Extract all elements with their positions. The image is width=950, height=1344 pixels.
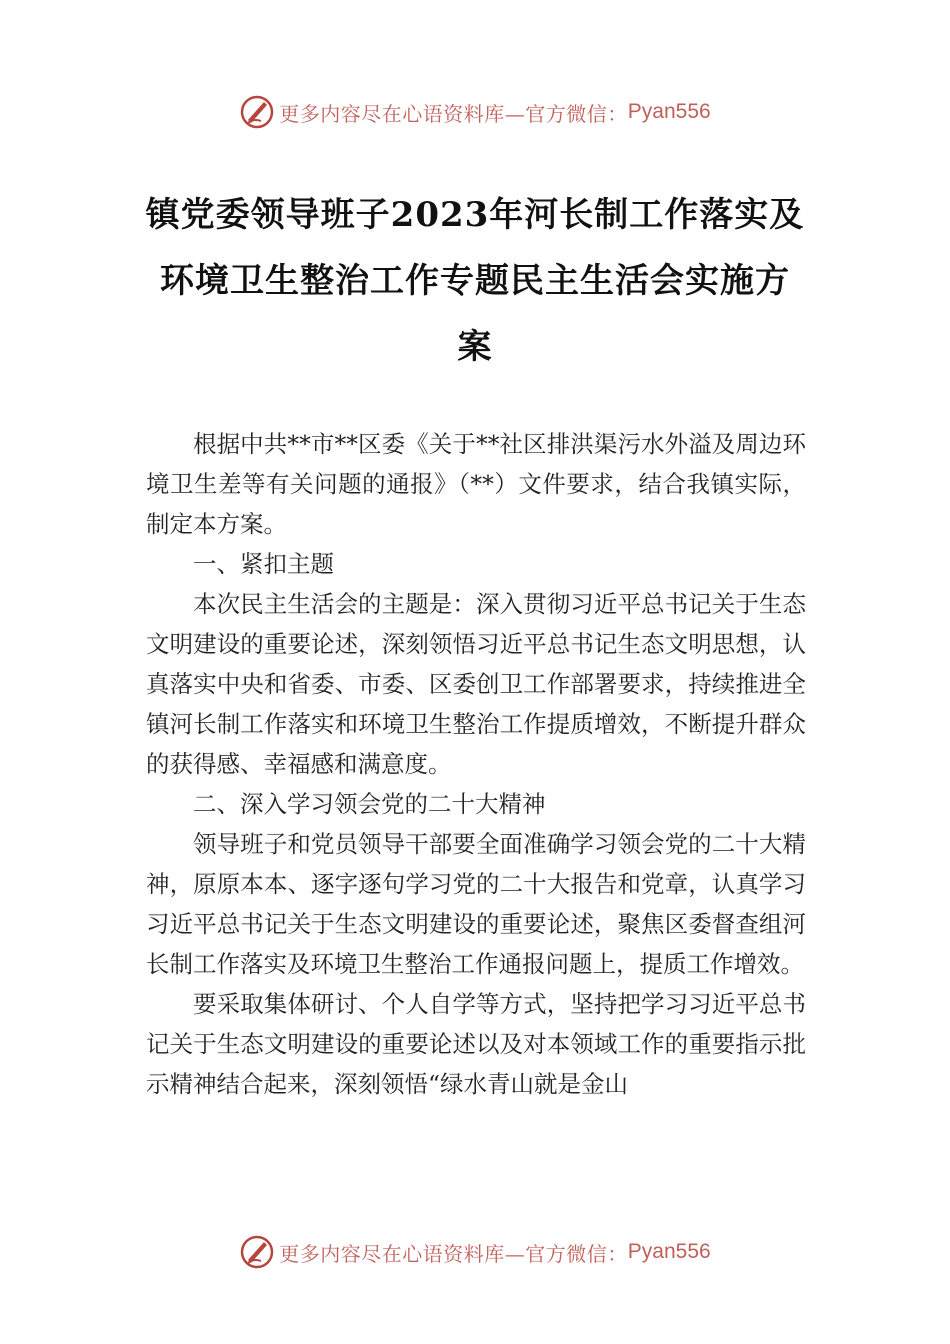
header-banner <box>0 94 950 130</box>
footer-banner <box>0 1234 950 1270</box>
body-paragraph: 本次民主生活会的主题是：深入贯彻习近平总书记关于生态文明建设的重要论述，深刻领悟习近平总书记生态文明思想，认真落实中央和省委、市委、区委创卫工作部署要求，持续推进全镇河长制工作落实和环境卫生整治工作提质增效，不断提升群众的获得感、幸福感和满意度。 <box>146 590 806 778</box>
title-line: 镇党委领导班子2023年河长制工作落实及 <box>145 195 805 235</box>
section-heading: 一、紧扣主题 <box>193 550 334 578</box>
body-paragraph: 领导班子和党员领导干部要全面准确学习领会党的二十大精神，原原本本、逐字逐句学习党的二十大报告和党章，认真学习习近平总书记关于生态文明建设的重要论述，聚焦区委督查组河长制工作落实及环境卫生整治工作通报问题上，提质工作增效。 <box>146 830 806 978</box>
banner-text: 更多内容尽在心语资料库—官方微信： <box>279 101 628 126</box>
document-title <box>120 182 830 380</box>
document-body <box>146 424 806 1104</box>
title-line: 环境卫生整治工作专题民主生活会实施方 <box>160 261 790 301</box>
body-paragraph: 根据中共**市**区委《关于**社区排洪渠污水外溢及周边环境卫生差等有关问题的通报》（**）文件要求，结合我镇实际，制定本方案。 <box>146 430 806 538</box>
body-paragraph: 要采取集体研讨、个人自学等方式，坚持把学习习近平总书记关于生态文明建设的重要论述以及对本领域工作的重要指示批示精神结合起来，深刻领悟“绿水青山就是金山 <box>146 990 806 1098</box>
banner-text: 更多内容尽在心语资料库—官方微信： <box>279 1241 628 1266</box>
pen-seal-icon <box>239 1234 275 1270</box>
section-heading: 二、深入学习领会党的二十大精神 <box>193 790 546 818</box>
banner-wechat-handle: Pyan556 <box>627 100 711 123</box>
banner-wechat-handle: Pyan556 <box>627 1240 711 1263</box>
title-line: 案 <box>457 327 493 367</box>
pen-seal-icon <box>239 94 275 130</box>
